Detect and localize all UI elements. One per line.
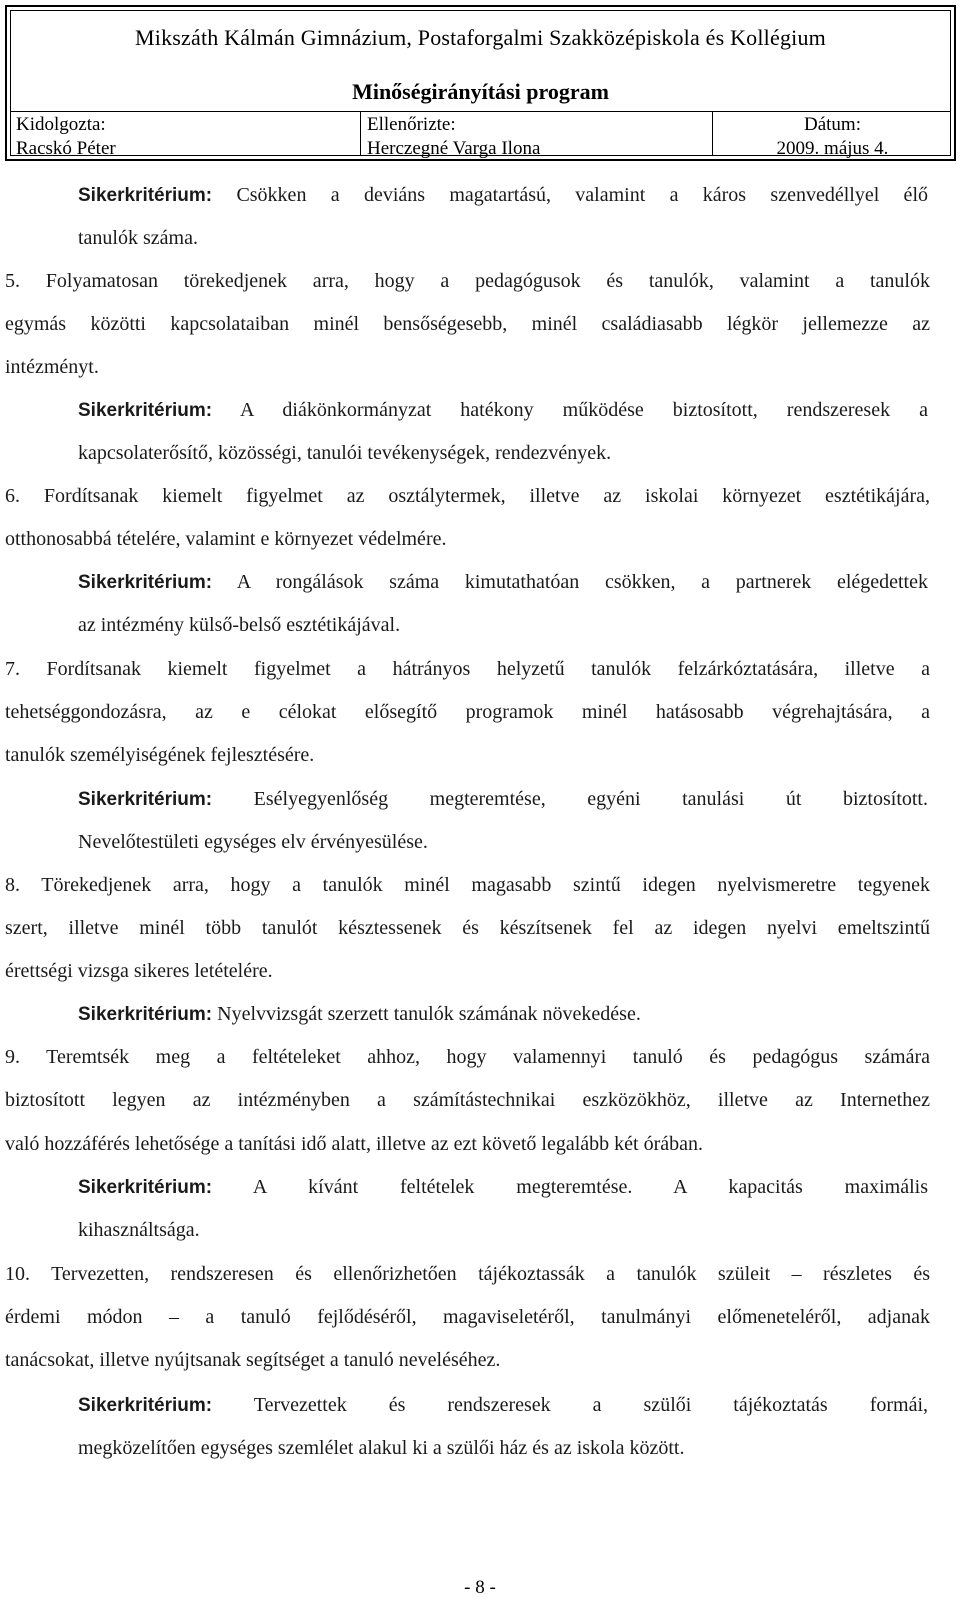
success-criterion-label: Sikerkritérium: xyxy=(78,1177,213,1198)
line-text: biztosított legyen az intézményben a számítástechnikai eszközökhöz, illetve az Internethez xyxy=(5,1089,930,1111)
line-text: tanácsokat, illetve nyújtsanak segítséget a tanuló neveléséhez. xyxy=(5,1349,501,1371)
page-number: - 8 - xyxy=(464,1577,496,1598)
line-text: kapcsolaterősítő, közösségi, tanulói tevékenységek, rendezvények. xyxy=(78,442,612,464)
line-text: 9. Teremtsék meg a feltételeket ahhoz, hogy valamennyi tanuló és pedagógus számára xyxy=(5,1046,930,1068)
date-value: 2009. május 4. xyxy=(776,138,889,159)
line-text: tanulók száma. xyxy=(78,227,198,249)
header-col-divider-1 xyxy=(360,111,361,155)
text-line xyxy=(78,570,928,595)
line-text: tanulók személyiségének fejlesztésére. xyxy=(5,744,315,766)
success-criterion-label: Sikerkritérium: xyxy=(78,1395,213,1416)
text-line xyxy=(5,1348,500,1372)
line-text: 5. Folyamatosan törekedjenek arra, hogy a pedagógusok és tanulók, valamint a tanulók xyxy=(5,270,930,292)
line-text: megközelítően egységes szemlélet alakul ki a szülői ház és az iskola között. xyxy=(78,1437,685,1459)
text-line xyxy=(5,269,930,293)
text-line xyxy=(78,1393,928,1418)
line-text: 6. Fordítsanak kiemelt figyelmet az osztálytermek, illetve az iskolai környezet esztétikájára, xyxy=(5,485,930,507)
text-line xyxy=(5,1045,930,1069)
program-title: Minőségirányítási program xyxy=(352,79,609,104)
document-header xyxy=(5,5,956,161)
line-text: Nevelőtestületi egységes elv érvényesülése. xyxy=(78,831,428,853)
text-line xyxy=(5,484,930,508)
school-name: Mikszáth Kálmán Gimnázium, Postaforgalmi Szakközépiskola és Kollégium xyxy=(135,25,826,50)
text-line xyxy=(5,355,99,379)
line-text: A rongálások száma kimutathatóan csökken, a partnerek elégedettek xyxy=(212,571,928,593)
success-criterion-label: Sikerkritérium: xyxy=(78,572,213,593)
line-text: Tervezettek és rendszeresek a szülői tájékoztatás formái, xyxy=(212,1394,928,1416)
text-line xyxy=(78,398,928,423)
header-divider xyxy=(11,111,950,112)
text-line xyxy=(5,743,314,767)
text-line xyxy=(78,613,400,637)
prepared-label: Kidolgozta: xyxy=(16,114,106,135)
line-text: szert, illetve minél több tanulót késztessenek és készítsenek fel az idegen nyelvi emeltszintű xyxy=(5,917,930,939)
line-text: való hozzáférés lehetősége a tanítási idő alatt, illetve az ezt követő legalább két órában. xyxy=(5,1133,704,1155)
line-text: érettségi vizsga sikeres letételére. xyxy=(5,960,273,982)
text-line xyxy=(78,1002,641,1027)
line-text: 10. Tervezetten, rendszeresen és ellenőrizhetően tájékoztassák a tanulók szüleit – részletes és xyxy=(5,1263,930,1285)
text-line xyxy=(5,1262,930,1286)
line-text: Csökken a deviáns magatartású, valamint a káros szenvedéllyel élő xyxy=(212,184,928,206)
success-criterion-label: Sikerkritérium: xyxy=(78,1004,213,1025)
text-line xyxy=(5,873,930,897)
text-line xyxy=(78,183,928,208)
line-text: 7. Fordítsanak kiemelt figyelmet a hátrányos helyzetű tanulók felzárkóztatására, illetve a xyxy=(5,658,930,680)
text-line xyxy=(78,787,928,812)
text-line xyxy=(5,657,930,681)
line-text: kihasználtsága. xyxy=(78,1219,200,1241)
success-criterion-label: Sikerkritérium: xyxy=(78,185,213,206)
text-line xyxy=(5,527,446,551)
line-text: az intézmény külső-belső esztétikájával. xyxy=(78,614,401,636)
text-line xyxy=(78,1436,684,1460)
text-line xyxy=(78,226,198,250)
text-line xyxy=(5,1088,930,1112)
line-text: 8. Törekedjenek arra, hogy a tanulók minél magasabb szintű idegen nyelvismeretre tegyenek xyxy=(5,874,930,896)
text-line xyxy=(78,1218,200,1242)
text-line xyxy=(78,830,428,854)
line-text: Nyelvvizsgát szerzett tanulók számának növekedése. xyxy=(212,1003,641,1025)
checked-label: Ellenőrizte: xyxy=(367,114,456,135)
success-criterion-label: Sikerkritérium: xyxy=(78,400,213,421)
line-text: A kívánt feltételek megteremtése. A kapacitás maximális xyxy=(212,1176,928,1198)
text-line xyxy=(5,312,930,336)
line-text: tehetséggondozásra, az e célokat elősegítő programok minél hatásosabb végrehajtására, a xyxy=(5,701,930,723)
text-line xyxy=(5,1305,930,1329)
line-text: egymás közötti kapcsolataiban minél bensőségesebb, minél családiasabb légkör jellemezze az xyxy=(5,313,930,335)
text-line xyxy=(5,1132,703,1156)
line-text: Esélyegyenlőség megteremtése, egyéni tanulási út biztosított. xyxy=(212,788,928,810)
prepared-value: Racskó Péter xyxy=(16,138,116,159)
text-line xyxy=(78,1175,928,1200)
text-line xyxy=(5,959,273,983)
line-text: intézményt. xyxy=(5,356,99,378)
line-text: otthonosabbá tételére, valamint e környezet védelmére. xyxy=(5,528,447,550)
text-line xyxy=(5,700,930,724)
line-text: A diákönkormányzat hatékony működése biztosított, rendszeresek a xyxy=(212,399,928,421)
success-criterion-label: Sikerkritérium: xyxy=(78,789,213,810)
date-label: Dátum: xyxy=(804,114,861,135)
text-line xyxy=(78,441,611,465)
line-text: érdemi módon – a tanuló fejlődéséről, magaviseletéről, tanulmányi előmeneteléről, adjanak xyxy=(5,1306,930,1328)
text-line xyxy=(5,916,930,940)
header-inner-frame xyxy=(10,10,951,159)
checked-value: Herczegné Varga Ilona xyxy=(367,138,541,159)
